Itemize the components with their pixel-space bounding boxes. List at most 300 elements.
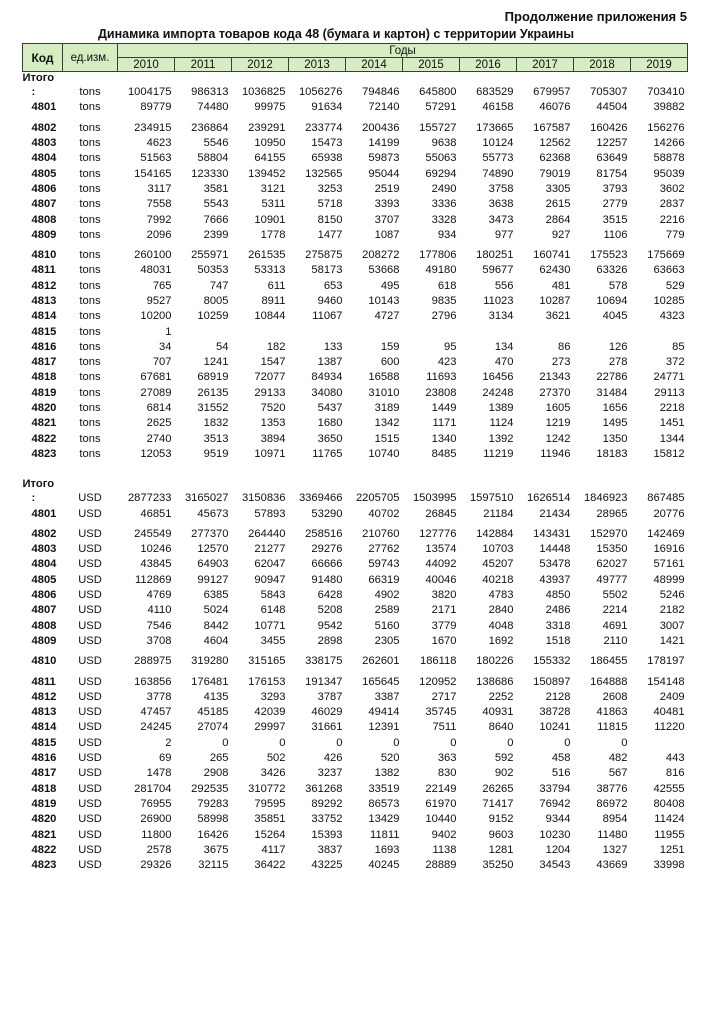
unit-cell: tons	[79, 386, 101, 399]
value-cell: 9460	[317, 295, 343, 307]
total-label: Итого	[22, 478, 55, 491]
value-cell: 182	[266, 340, 286, 353]
value-cell: 236864	[191, 121, 229, 134]
value-cell: 6385	[203, 589, 229, 602]
value-cell: 0	[621, 736, 628, 749]
value-cell: 592	[494, 752, 514, 765]
value-cell: 9519	[203, 447, 229, 460]
value-cell: 26135	[197, 386, 229, 399]
value-cell: 33752	[311, 813, 343, 826]
value-cell: 3318	[545, 619, 571, 632]
value-cell: 62047	[254, 558, 286, 571]
value-cell: 175523	[590, 249, 628, 262]
value-cell: 76942	[539, 797, 571, 810]
value-cell: 64155	[254, 152, 286, 165]
hs-code: 4811	[31, 264, 56, 277]
hs-code: 4821	[31, 417, 57, 430]
value-cell: 7520	[260, 402, 286, 415]
value-cell: 423	[437, 356, 457, 369]
value-cell: 5246	[659, 589, 685, 602]
value-cell: 2	[165, 736, 172, 749]
value-cell: 3189	[374, 402, 400, 415]
value-cell: 186118	[419, 655, 457, 668]
value-cell: 4902	[374, 589, 400, 602]
value-cell: 13429	[368, 813, 400, 826]
value-cell: 5024	[203, 604, 229, 617]
value-cell: 520	[380, 752, 400, 765]
value-cell: 1832	[203, 417, 229, 430]
value-cell: 33998	[653, 859, 685, 872]
value-cell: 31661	[311, 721, 343, 734]
value-cell: 55063	[425, 152, 457, 165]
value-cell: 319280	[191, 655, 229, 668]
value-cell: 126	[608, 340, 628, 353]
value-cell: 186455	[590, 655, 628, 668]
value-cell: 1656	[602, 402, 628, 415]
value-cell: 8485	[431, 447, 457, 460]
hs-code: 4812	[31, 690, 57, 703]
unit-header: ед.изм.	[63, 44, 118, 72]
value-cell: 4691	[602, 619, 628, 632]
value-cell: 0	[222, 736, 229, 749]
value-cell: 830	[437, 767, 457, 780]
table-row	[23, 166, 688, 181]
value-cell: 275875	[305, 249, 343, 262]
hs-code: 4801	[31, 101, 57, 114]
year-header: 2019	[631, 58, 688, 72]
value-cell	[403, 324, 460, 339]
value-cell: 164888	[590, 675, 628, 688]
table-row	[23, 212, 688, 227]
value-cell: 281704	[134, 782, 172, 795]
value-cell: 2840	[488, 604, 514, 617]
value-cell: 2409	[659, 690, 685, 703]
table-title: Динамика импорта товаров кода 48 (бумага и картон) с территории Украины	[98, 27, 574, 41]
value-cell: 10285	[653, 295, 685, 307]
value-cell: 7511	[432, 721, 457, 734]
value-cell: 10241	[539, 721, 571, 734]
value-cell: 3894	[260, 432, 286, 445]
table-row	[23, 506, 688, 521]
value-cell: 3650	[317, 432, 343, 445]
value-cell: 1350	[602, 432, 628, 445]
value-cell: 3758	[488, 182, 514, 195]
value-cell: 49777	[596, 573, 628, 586]
value-cell: 1382	[374, 767, 400, 780]
value-cell: 39882	[653, 101, 685, 114]
unit-cell: USD	[78, 706, 102, 719]
value-cell: 4727	[374, 310, 400, 323]
value-cell: 426	[323, 752, 343, 765]
value-cell: 24245	[140, 721, 172, 734]
table-row	[23, 370, 688, 385]
value-cell: 159	[380, 340, 400, 353]
value-cell: 43937	[539, 573, 571, 586]
value-cell: 9527	[146, 295, 172, 307]
value-cell: 0	[336, 736, 343, 749]
hs-code: 4820	[31, 813, 57, 826]
value-cell: 18183	[596, 447, 628, 460]
value-cell: 3237	[317, 767, 343, 780]
table-row	[23, 634, 688, 649]
value-cell: 11800	[141, 828, 172, 841]
value-cell: 89292	[311, 797, 343, 810]
value-cell: 255971	[191, 249, 229, 262]
value-cell: 72077	[254, 371, 286, 384]
value-cell: 12562	[539, 137, 571, 150]
value-cell: 178197	[647, 655, 685, 668]
value-cell: 5160	[374, 619, 400, 632]
value-cell: 1106	[603, 228, 628, 241]
value-cell: 29113	[654, 386, 685, 399]
table-row	[23, 736, 688, 751]
unit-cell: USD	[78, 619, 102, 632]
table-row	[23, 263, 688, 278]
table-row	[23, 654, 688, 669]
value-cell: 24248	[482, 386, 514, 399]
value-cell: 152970	[590, 527, 628, 540]
spacer-row	[23, 462, 688, 478]
value-cell: 567	[608, 767, 628, 780]
value-cell: 74480	[197, 101, 229, 114]
value-cell: 99127	[197, 573, 229, 586]
value-cell: 556	[494, 279, 514, 292]
value-cell: 11219	[483, 447, 514, 460]
value-cell: 1392	[488, 432, 514, 445]
value-cell: 1421	[659, 634, 685, 647]
value-cell: 79595	[254, 797, 286, 810]
value-cell: 53290	[311, 507, 343, 520]
hs-code: 4807	[31, 604, 57, 617]
value-cell: 1518	[545, 634, 571, 647]
value-cell: 2252	[488, 690, 514, 703]
hs-code: 4813	[31, 706, 57, 719]
value-cell: 2615	[545, 198, 571, 211]
table-row	[23, 557, 688, 572]
value-cell: 1036825	[241, 86, 286, 99]
value-cell: 5843	[260, 589, 286, 602]
total-colon: :	[31, 86, 36, 99]
year-header: 2015	[403, 58, 460, 72]
value-cell: 7992	[146, 213, 172, 226]
value-cell: 31552	[197, 402, 229, 415]
table-row	[23, 324, 688, 339]
value-cell: 1846923	[583, 492, 628, 505]
hs-code: 4809	[31, 228, 57, 241]
value-cell: 315165	[248, 655, 286, 668]
table-row	[23, 588, 688, 603]
hs-code: 4814	[31, 310, 57, 323]
value-cell: 10771	[254, 619, 286, 632]
total-colon: :	[31, 492, 36, 505]
unit-cell: tons	[79, 356, 101, 369]
value-cell: 2717	[431, 690, 457, 703]
unit-cell: tons	[79, 447, 101, 460]
hs-code: 4810	[31, 655, 57, 668]
value-cell: 43225	[311, 859, 343, 872]
value-cell: 273	[551, 356, 571, 369]
value-cell: 40218	[482, 573, 514, 586]
unit-cell: tons	[79, 228, 101, 241]
value-cell: 15393	[311, 828, 343, 841]
value-cell: 59677	[482, 264, 514, 277]
value-cell: 239291	[248, 121, 286, 134]
value-cell: 69294	[425, 167, 457, 180]
value-cell	[574, 324, 631, 339]
value-cell: 42555	[653, 782, 685, 795]
table-row	[23, 674, 688, 689]
value-cell: 2589	[374, 604, 400, 617]
value-cell: 3369466	[298, 492, 343, 505]
value-cell: 150897	[533, 675, 571, 688]
hs-code: 4817	[31, 767, 57, 780]
value-cell: 63663	[653, 264, 685, 277]
hs-code: 4806	[31, 182, 57, 195]
value-cell: 90947	[254, 573, 286, 586]
value-cell: 67681	[140, 371, 172, 384]
table-row	[23, 827, 688, 842]
value-cell: 3581	[203, 182, 229, 195]
value-cell: 21343	[539, 371, 571, 384]
table-row	[23, 705, 688, 720]
value-cell: 26845	[425, 507, 457, 520]
value-cell: 265	[209, 752, 229, 765]
value-cell: 1340	[431, 432, 457, 445]
unit-cell: tons	[79, 402, 101, 415]
value-cell: 11023	[483, 295, 514, 307]
value-cell: 372	[665, 356, 685, 369]
hs-code: 4820	[31, 402, 57, 415]
value-cell: 12053	[140, 447, 172, 460]
hs-code: 4804	[31, 152, 57, 165]
unit-cell: USD	[78, 721, 102, 734]
unit-cell: USD	[78, 604, 102, 617]
value-cell: 1597510	[469, 492, 514, 505]
value-cell: 38728	[539, 706, 571, 719]
value-cell: 1056276	[298, 86, 343, 99]
value-cell: 4850	[545, 589, 571, 602]
value-cell: 1004175	[127, 86, 172, 99]
value-cell: 133	[323, 340, 343, 353]
value-cell: 4604	[203, 634, 229, 647]
hs-code: 4818	[31, 371, 57, 384]
value-cell: 934	[437, 228, 457, 241]
value-cell: 986313	[191, 86, 229, 99]
value-cell: 2171	[431, 604, 457, 617]
value-cell: 20776	[653, 507, 685, 520]
hs-code: 4813	[31, 295, 57, 307]
table-row	[23, 136, 688, 151]
value-cell: 36422	[254, 859, 286, 872]
value-cell: 176481	[191, 675, 229, 688]
value-cell: 1692	[488, 634, 514, 647]
value-cell: 11424	[654, 813, 685, 826]
value-cell: 1503995	[412, 492, 457, 505]
value-cell: 142469	[647, 527, 685, 540]
value-cell: 3336	[431, 198, 457, 211]
value-cell: 363	[437, 752, 457, 765]
table-row	[23, 416, 688, 431]
value-cell: 2740	[146, 432, 172, 445]
value-cell: 7558	[146, 198, 172, 211]
value-cell: 71417	[482, 797, 514, 810]
table-row	[23, 603, 688, 618]
value-cell: 458	[551, 752, 571, 765]
value-cell: 11067	[312, 310, 343, 323]
value-cell: 34	[159, 340, 172, 353]
value-cell: 45673	[197, 507, 229, 520]
table-row	[23, 248, 688, 263]
hs-code: 4818	[31, 782, 57, 795]
table-row	[23, 294, 688, 309]
hs-code: 4812	[31, 279, 57, 292]
value-cell: 29326	[140, 859, 172, 872]
value-cell: 10230	[539, 828, 571, 841]
value-cell: 31010	[368, 386, 400, 399]
value-cell: 127776	[419, 527, 457, 540]
value-cell: 502	[266, 752, 286, 765]
code-header: Код	[23, 44, 63, 72]
value-cell: 1344	[659, 432, 685, 445]
value-cell: 6428	[317, 589, 343, 602]
unit-cell: USD	[78, 797, 102, 810]
table-row	[23, 542, 688, 557]
value-cell: 2578	[146, 843, 172, 856]
unit-cell: tons	[79, 432, 101, 445]
value-cell: 0	[279, 736, 286, 749]
value-cell: 76955	[140, 797, 172, 810]
unit-cell: tons	[79, 198, 101, 211]
table-row	[23, 151, 688, 166]
value-cell: 21277	[254, 543, 286, 556]
value-cell: 927	[551, 228, 571, 241]
unit-cell: USD	[78, 675, 102, 688]
value-cell: 176153	[248, 675, 286, 688]
value-cell: 175669	[647, 249, 685, 262]
import-table	[22, 43, 688, 873]
value-cell: 13574	[425, 543, 457, 556]
table-row	[23, 573, 688, 588]
value-cell: 5543	[203, 198, 229, 211]
value-cell: 40046	[425, 573, 457, 586]
value-cell: 66319	[368, 573, 400, 586]
value-cell: 1495	[602, 417, 628, 430]
value-cell: 21184	[483, 507, 514, 520]
value-cell: 58173	[311, 264, 343, 277]
unit-cell: USD	[78, 527, 102, 540]
value-cell: 54	[216, 340, 229, 353]
hs-code: 4808	[31, 619, 57, 632]
value-cell: 4783	[488, 589, 514, 602]
value-cell: 1138	[432, 843, 457, 856]
hs-code: 4815	[31, 736, 57, 749]
value-cell: 11955	[654, 828, 685, 841]
value-cell: 48031	[140, 264, 172, 277]
table-row	[23, 279, 688, 294]
value-cell: 99975	[254, 101, 286, 114]
value-cell: 84934	[311, 371, 343, 384]
unit-cell: USD	[78, 655, 102, 668]
value-cell: 1626514	[526, 492, 571, 505]
value-cell: 4048	[488, 619, 514, 632]
value-cell: 142884	[476, 527, 514, 540]
value-cell: 703410	[647, 86, 685, 99]
value-cell: 705307	[590, 86, 628, 99]
value-cell: 1	[165, 325, 172, 338]
table-row	[23, 858, 688, 873]
value-cell: 29997	[254, 721, 286, 734]
value-cell: 1124	[489, 417, 514, 430]
value-cell: 8150	[317, 213, 343, 226]
value-cell: 8954	[602, 813, 628, 826]
hs-code: 4810	[31, 249, 57, 262]
unit-cell: tons	[79, 182, 101, 195]
value-cell: 611	[267, 279, 286, 292]
table-row	[23, 340, 688, 355]
value-cell: 2216	[659, 213, 685, 226]
hs-code: 4805	[31, 573, 57, 586]
value-cell: 46158	[482, 101, 514, 114]
year-header: 2010	[118, 58, 175, 72]
table-row	[23, 121, 688, 136]
unit-cell: USD	[78, 573, 102, 586]
value-cell: 779	[665, 228, 685, 241]
value-cell: 482	[608, 752, 628, 765]
value-cell: 1515	[374, 432, 400, 445]
value-cell: 8005	[203, 295, 229, 307]
value-cell: 200436	[362, 121, 400, 134]
value-cell: 3638	[488, 198, 514, 211]
value-cell: 16588	[368, 371, 400, 384]
value-cell: 177806	[419, 249, 457, 262]
value-cell: 1449	[431, 402, 457, 415]
value-cell: 261535	[248, 249, 286, 262]
value-cell: 277370	[191, 527, 229, 540]
value-cell: 28965	[596, 507, 628, 520]
value-cell: 6148	[260, 604, 286, 617]
value-cell: 529	[665, 279, 685, 292]
value-cell: 57291	[425, 101, 457, 114]
value-cell: 1241	[203, 356, 229, 369]
value-cell: 167587	[533, 121, 571, 134]
value-cell: 11815	[597, 721, 628, 734]
value-cell: 2898	[317, 634, 343, 647]
value-cell: 600	[380, 356, 400, 369]
unit-cell: tons	[79, 340, 101, 353]
unit-cell: tons	[79, 417, 101, 430]
value-cell: 2214	[602, 604, 628, 617]
unit-cell: tons	[79, 325, 101, 338]
value-cell: 55773	[482, 152, 514, 165]
value-cell: 3513	[203, 432, 229, 445]
value-cell: 1680	[317, 417, 343, 430]
unit-cell: USD	[78, 828, 102, 841]
value-cell: 7546	[146, 619, 172, 632]
value-cell: 40481	[653, 706, 685, 719]
hs-code: 4819	[31, 797, 57, 810]
value-cell: 3820	[431, 589, 457, 602]
value-cell: 3707	[374, 213, 400, 226]
value-cell: 11811	[370, 828, 400, 841]
value-cell: 747	[209, 279, 229, 292]
value-cell: 3293	[260, 690, 286, 703]
value-cell: 27074	[197, 721, 229, 734]
value-cell: 3708	[146, 634, 172, 647]
value-cell: 0	[507, 736, 514, 749]
value-cell: 139452	[248, 167, 286, 180]
value-cell	[346, 324, 403, 339]
value-cell: 278	[608, 356, 628, 369]
